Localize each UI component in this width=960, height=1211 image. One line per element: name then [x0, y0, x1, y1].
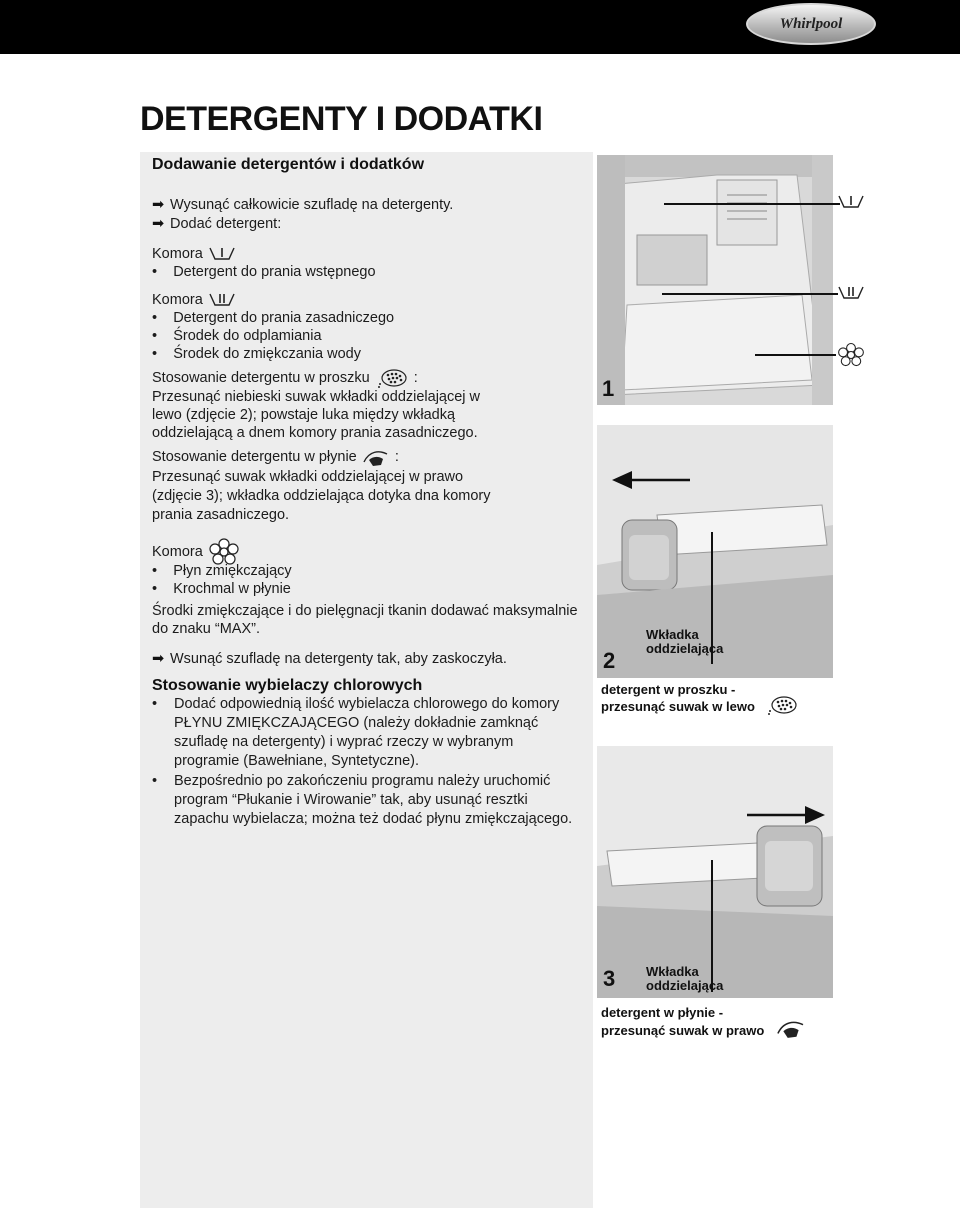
right-arrow-icon: ➡ — [152, 216, 165, 232]
bleach-text-line: Bezpośrednio po zakończeniu programu należy uruchomić — [174, 773, 551, 789]
step-1: ➡ Wysunąć całkowicie szufladę na detergenty. — [152, 197, 454, 213]
prewash-compartment-icon — [207, 245, 237, 263]
photo-3 — [597, 746, 833, 998]
liquid-label: Stosowanie detergentu w płynie : — [152, 446, 399, 468]
bleach-text-line: PŁYNU ZMIĘKCZAJĄCEGO (należy dokładnie zamknąć — [174, 715, 539, 731]
list-item: • Płyn zmiękczający — [152, 563, 292, 579]
bleach-text-line: programie (Bawełniane, Syntetyczne). — [174, 753, 420, 769]
insert-label: Wkładka — [646, 627, 699, 642]
left-arrow-icon — [612, 470, 692, 490]
bleach-text-line: program “Płukanie i Wirowanie” tak, aby usunąć resztki — [174, 792, 528, 808]
top-bar — [0, 0, 960, 54]
powder-label: Stosowanie detergentu w proszku : — [152, 367, 418, 389]
powder-detergent-icon — [764, 692, 800, 718]
step-3: ➡ Wsunąć szufladę na detergenty tak, aby zaskoczyła. — [152, 651, 507, 667]
page-title: DETERGENTY I DODATKI — [140, 100, 543, 138]
pointer-line — [711, 860, 713, 992]
liquid-text-line: (zdjęcie 3); wkładka oddzielająca dotyka dna komory — [152, 488, 491, 504]
komora-2-label: Komora — [152, 291, 237, 309]
max-note-line: do znaku “MAX”. — [152, 621, 260, 637]
list-item: • Krochmal w płynie — [152, 581, 291, 597]
liquid-text-line: Przesunąć suwak wkładki oddzielającej w prawo — [152, 469, 464, 485]
list-item: • Detergent do prania zasadniczego — [152, 310, 395, 326]
powder-detergent-icon — [374, 367, 410, 389]
pointer-line — [664, 203, 840, 205]
pointer-line — [662, 293, 838, 295]
mainwash-compartment-icon — [207, 291, 237, 309]
figure-3-number: 3 — [603, 966, 616, 991]
figure-2-number: 2 — [603, 648, 616, 673]
prewash-compartment-icon — [836, 193, 866, 211]
komora-3-label: Komora — [152, 538, 241, 566]
insert-label: oddzielająca — [646, 641, 724, 656]
list-item: • Środek do odplamiania — [152, 328, 322, 344]
powder-text-line: lewo (zdjęcie 2); powstaje luka między wkładką — [152, 407, 456, 423]
bleach-text-line: Dodać odpowiednią ilość wybielacza chlorowego do komory — [174, 696, 560, 712]
right-arrow-icon — [745, 805, 825, 825]
liquid-text-line: prania zasadniczego. — [152, 507, 290, 523]
powder-text-line: Przesunąć niebieski suwak wkładki oddzielającej w — [152, 389, 481, 405]
flower-softener-icon — [836, 342, 866, 368]
bleach-heading: Stosowanie wybielaczy chlorowych — [152, 677, 423, 694]
mainwash-compartment-icon — [836, 284, 866, 302]
liquid-detergent-icon — [361, 446, 391, 468]
figure-2-caption: detergent w proszku - — [601, 682, 736, 697]
powder-text-line: oddzielającą a dnem komory prania zasadniczego. — [152, 425, 478, 441]
list-item: • — [152, 773, 158, 789]
photo-1 — [597, 155, 833, 405]
section-heading: Dodawanie detergentów i dodatków — [152, 156, 425, 173]
pointer-line — [755, 354, 836, 356]
list-item: • — [152, 696, 158, 712]
figure-1-number: 1 — [602, 376, 615, 401]
right-arrow-icon: ➡ — [152, 651, 165, 667]
whirlpool-logo: Whirlpool — [746, 3, 876, 45]
figure-2-caption: przesunąć suwak w lewo — [601, 699, 755, 714]
list-item: • Detergent do prania wstępnego — [152, 264, 376, 280]
figure-3-caption: przesunąć suwak w prawo — [601, 1023, 765, 1038]
bleach-text-line: szufladę na detergenty) i wyprać rzeczy w wybranym — [174, 734, 514, 750]
insert-label: Wkładka — [646, 964, 699, 979]
step-2: ➡ Dodać detergent: — [152, 216, 282, 232]
liquid-detergent-icon — [774, 1016, 808, 1040]
max-note-line: Środki zmiękczające i do pielęgnacji tkanin dodawać maksymalnie — [152, 603, 578, 619]
insert-label: oddzielająca — [646, 978, 724, 993]
bleach-text-line: zapachu wybielacza; można też dodać płynu zmiękczającego. — [174, 811, 573, 827]
komora-1-label: Komora — [152, 245, 237, 263]
right-arrow-icon: ➡ — [152, 197, 165, 213]
figure-3-caption: detergent w płynie - — [601, 1005, 724, 1020]
list-item: • Środek do zmiękczania wody — [152, 346, 361, 362]
